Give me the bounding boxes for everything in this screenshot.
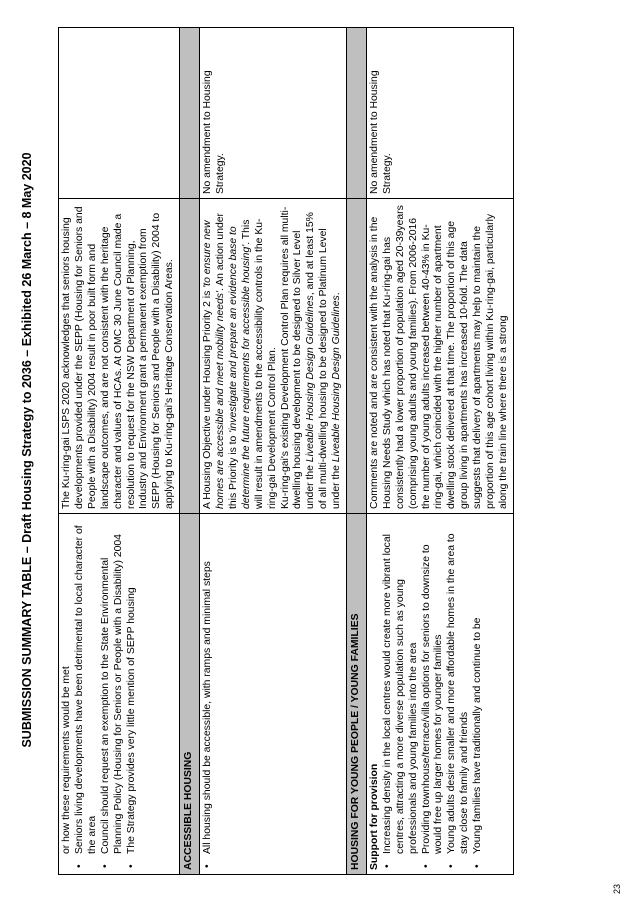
- table-row: [59, 28, 180, 875]
- response-text: Ku-ring-gai's existing Development Control Plan requires all multi-dwelling housing development to be designed to Silver Level under the: [279, 206, 317, 509]
- response-text: . An action under this Priority is to: [214, 213, 239, 509]
- page-number: 23: [612, 883, 622, 894]
- list-item: • All housing should be accessible, with ramps and minimal steps: [202, 519, 215, 854]
- list-item: • Increasing density in the local centres would create more vibrant local centres, attracting a more diverse population such as young professionals and young families into the area: [382, 519, 421, 854]
- outcome-cell: [59, 28, 180, 199]
- response-text: .: [331, 292, 343, 296]
- section-row-accessible: [180, 28, 200, 875]
- submission-summary-table: [58, 27, 514, 875]
- outcome-cell: No amendment to Housing Strategy.: [366, 28, 513, 199]
- section-heading: HOUSING FOR YOUNG PEOPLE / YOUNG FAMILIES: [347, 514, 367, 875]
- quoted-action: 'investigate and prepare an evidence base to determine the future requirements for accessible housing': [227, 226, 252, 509]
- page-title: SUBMISSION SUMMARY TABLE – Draft Housing Strategy to 2036 – Exhibited 26 March – 8 May 2020: [20, 152, 34, 748]
- section-filler: [347, 199, 367, 514]
- guideline-title: Liveable Housing Design Guidelines: [331, 295, 343, 463]
- submission-cell: [366, 514, 513, 875]
- response-cell: [366, 199, 513, 514]
- table-row: [366, 28, 513, 875]
- submission-cell: [200, 514, 347, 875]
- section-row-young: [347, 28, 367, 875]
- list-item: • The Strategy provides very little mention of SEPP housing: [126, 519, 139, 854]
- list-item: • Young adults desire smaller and more affordable homes in the area to stay close to family and friends: [446, 519, 472, 854]
- guideline-title: Liveable Housing Design Guidelines: [305, 295, 317, 463]
- response-text: The Ku-ring-gai LSPS 2020 acknowledges that seniors housing developments provided under the SEPP (Housing for Seniors and People with a Disability) 2004 result in poor built form and landscape outcomes, and are not consistent with the heritage character and values of HCAs. At OMC 30 June Council made a resolution to request for the NSW Department of Planning, Industry and Environment grant a permanent exemption from SEPP (Housing for Seniors and People with a Disability) 2004 to applying to Ku-ring-gai's Heritage Conservation Areas.: [61, 206, 176, 509]
- response-text: Comments are noted and are consistent with the analysis in the Housing Needs Study which has noted that Ku-ring-gai has consistently had a lower proportion of population aged 20-39years (comprising young adults and young families). From 2006-2016 the number of young adults increased between 40-43% in Ku-ring-gai, which coincided with the higher number of apartment dwelling stock delivered at that time. The proportion of this age group living in apartments has increased 10-fold. The data suggests that delivery of apartments may help to maintain the proportion of this age cohort living within Ku-ring-gai, particularly along the train line where there is a strong: [368, 205, 509, 509]
- section-filler: [180, 199, 200, 514]
- outcome-cell: No amendment to Housing Strategy.: [200, 28, 347, 199]
- list-item: • Young families have traditionally and continue to be: [472, 519, 485, 854]
- list-item: • Seniors living developments have been detrimental to local character of the area: [74, 519, 100, 854]
- section-filler: [347, 28, 367, 199]
- response-cell: [59, 199, 180, 514]
- list-item: • Council should request an exemption to the State Environmental Planning Policy (Housing for Seniors or People with a Disability) 2004: [100, 519, 126, 854]
- response-paragraph: [280, 204, 345, 509]
- list-item: • Providing townhouse/terrace/villa options for seniors to downsize to would free up larger homes for younger families: [421, 519, 447, 854]
- quoted-objective: 'to ensure new homes are accessible and meet mobility needs': [202, 220, 226, 509]
- submission-cell: [59, 514, 180, 875]
- section-heading: ACCESSIBLE HOUSING: [180, 514, 200, 875]
- response-text: A Housing Objective under Housing Priority 2 is: [202, 287, 214, 509]
- response-text: . This will result in amendments to the accessibility controls in the Ku-ring-gai Development Control Plan.: [240, 218, 278, 509]
- response-text: , and at least 15% of all multi-dwelling housing to be designed to Platinum Level under the: [305, 212, 343, 509]
- subheading: Support for provision: [368, 763, 380, 870]
- submission-list: [382, 519, 485, 870]
- response-paragraph: [202, 204, 279, 509]
- response-cell: [200, 199, 347, 514]
- submission-list: [202, 519, 215, 870]
- table-row: [200, 28, 347, 875]
- section-filler: [180, 28, 200, 199]
- list-item: or how these requirements would be met: [61, 666, 72, 854]
- submission-list: [61, 519, 138, 870]
